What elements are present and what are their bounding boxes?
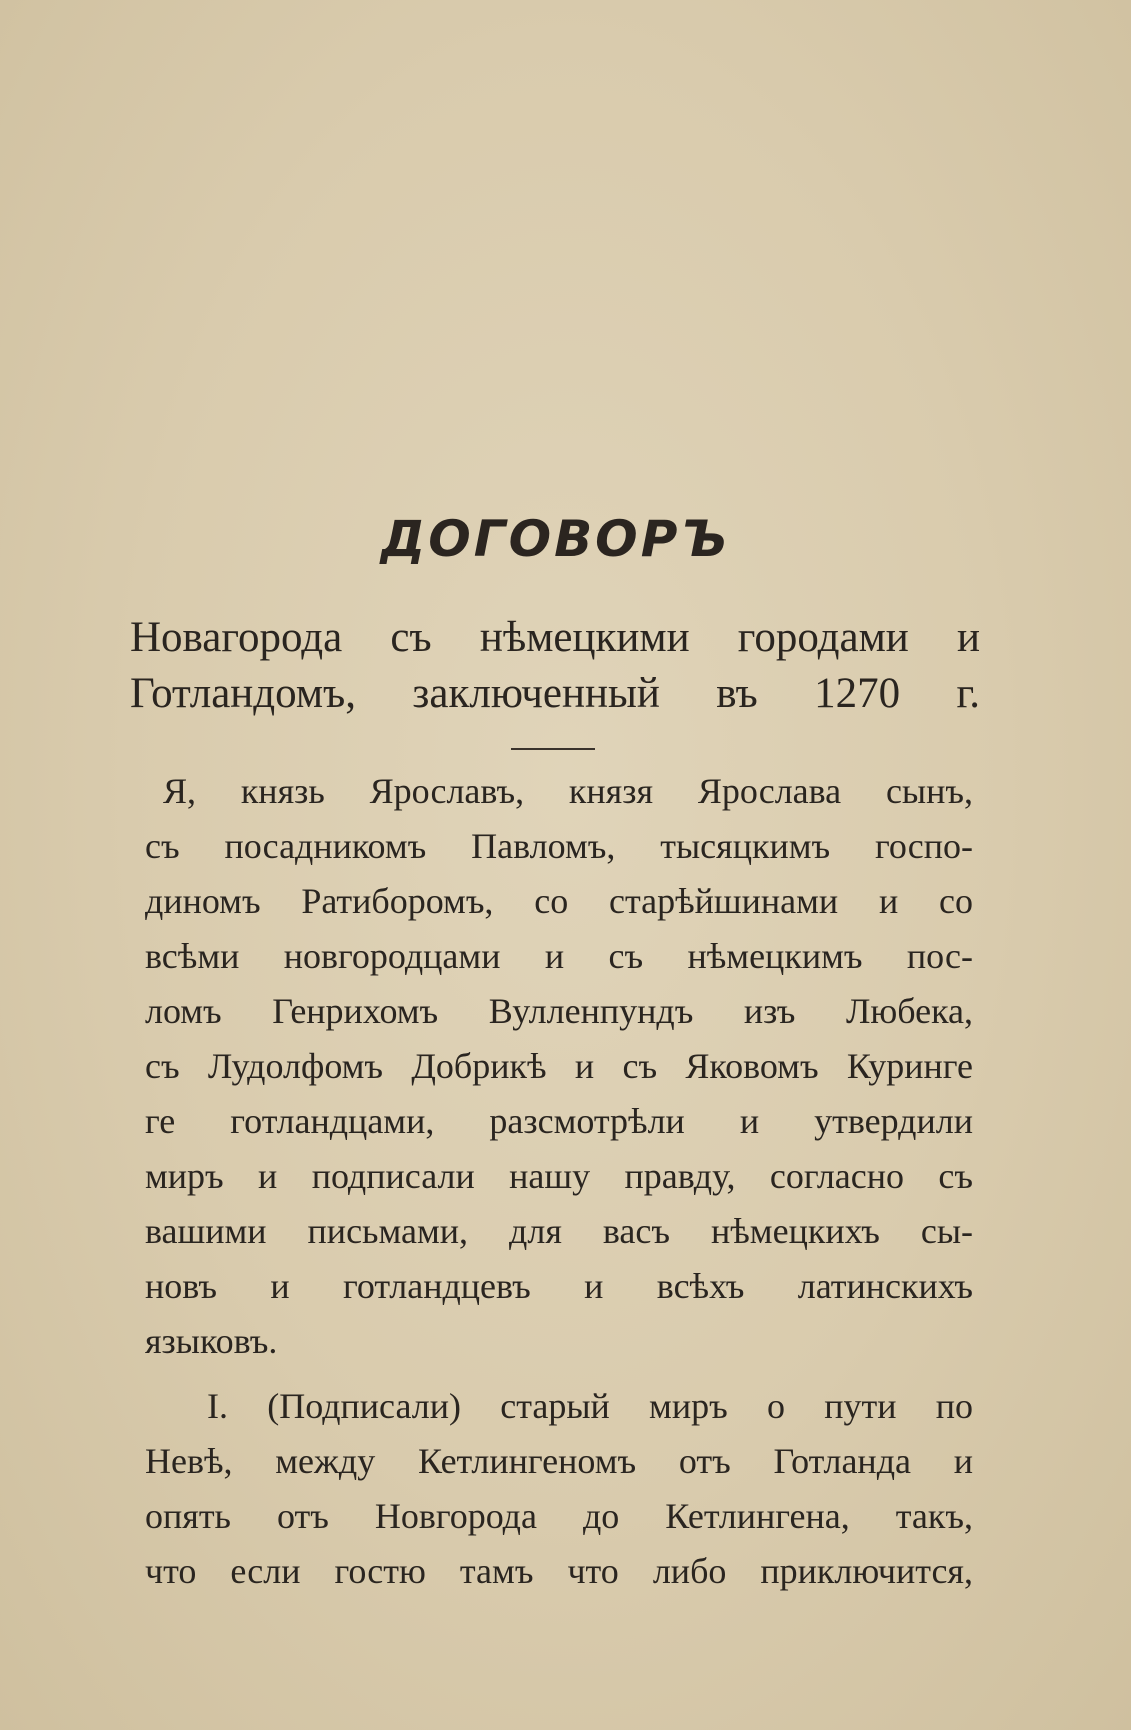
text-line: ге готландцами, разсмотрѣли и утвердили [145, 1101, 973, 1141]
document-body [145, 764, 973, 1599]
text-line: всѣми новгородцами и съ нѣмецкимъ пос- [145, 936, 973, 976]
text-line: диномъ Ратиборомъ, со старѣйшинами и со [145, 881, 973, 921]
preamble-paragraph [145, 764, 973, 1369]
subtitle-line: Готландомъ, заключенный въ 1270 г. [130, 670, 980, 717]
document-title: ДОГОВОРЪ [380, 510, 731, 568]
text-line: миръ и подписали нашу правду, согласно съ [145, 1156, 973, 1196]
text-line: съ посадникомъ Павломъ, тысяцкимъ госпо- [145, 826, 973, 866]
document-subtitle [130, 610, 980, 722]
text-line: что если гостю тамъ что либо приключится, [145, 1551, 973, 1591]
text-line: Невѣ, между Кетлингеномъ отъ Готланда и [145, 1441, 973, 1481]
text-line: языковъ. [145, 1321, 278, 1361]
text-line: вашими письмами, для васъ нѣмецкихъ сы- [145, 1211, 973, 1251]
text-line: Я, князь Ярославъ, князя Ярослава сынъ, [163, 771, 973, 811]
text-line: I. (Подписали) старый миръ о пути по [207, 1386, 973, 1426]
text-line: ломъ Генрихомъ Вулленпундъ изъ Любека, [145, 991, 973, 1031]
text-line: новъ и готландцевъ и всѣхъ латинскихъ [145, 1266, 973, 1306]
subtitle-line: Новагорода съ нѣмецкими городами и [130, 614, 980, 661]
title-divider [511, 748, 595, 750]
text-line: опять отъ Новгорода до Кетлингена, такъ, [145, 1496, 973, 1536]
text-line: съ Лудолфомъ Добрикѣ и съ Яковомъ Куринге [145, 1046, 973, 1086]
article-1-paragraph [145, 1379, 973, 1599]
